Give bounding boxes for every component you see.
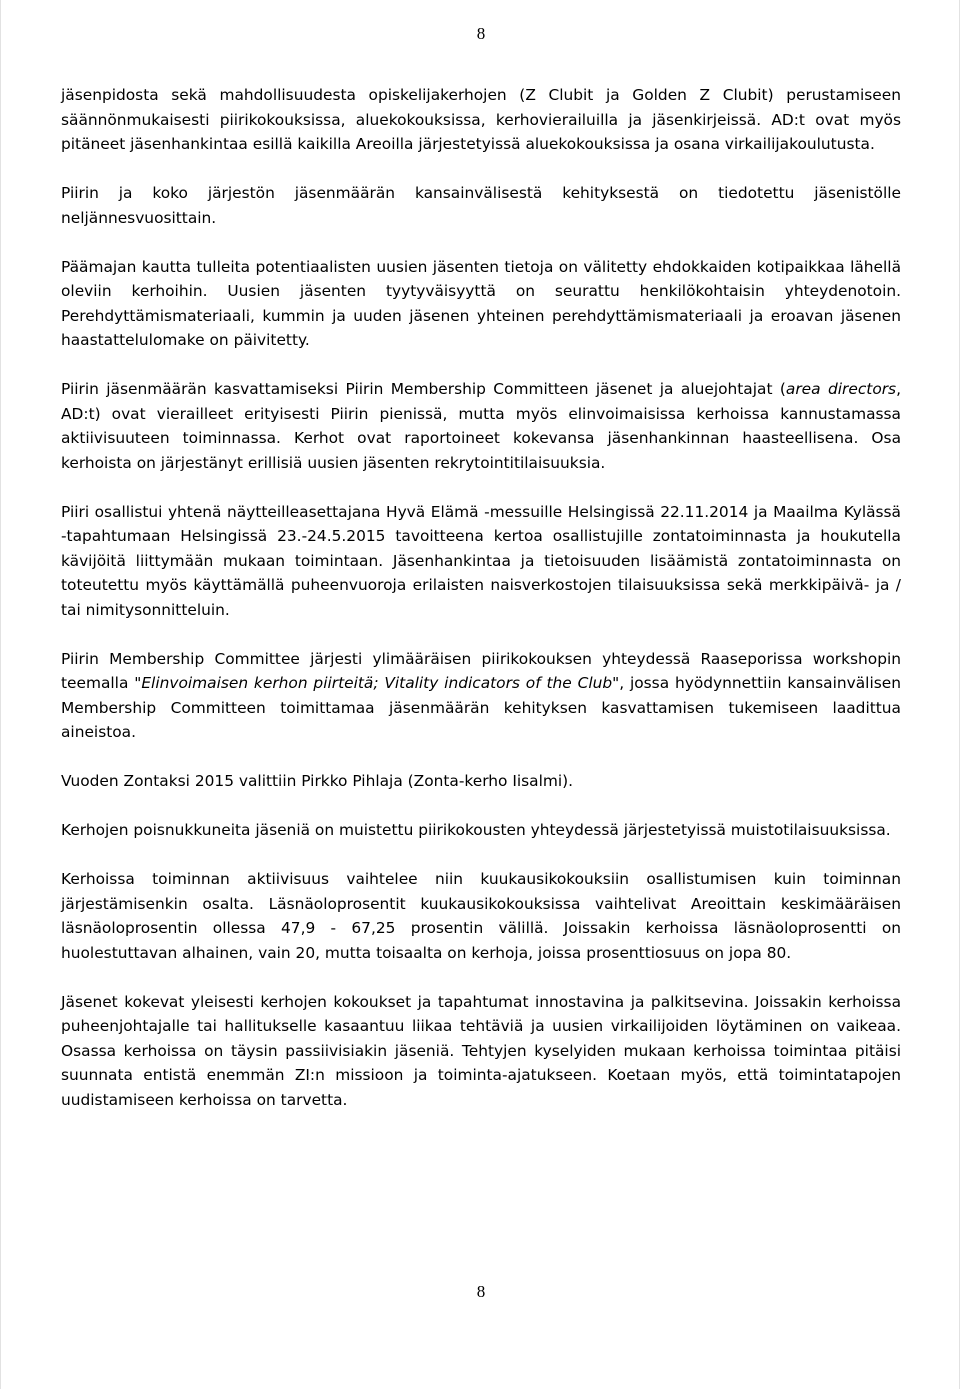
paragraph-deceased-members: Kerhojen poisnukkuneita jäseniä on muistettu piirikokousten yhteydessä järjestetyissä muistotilaisuuksissa. (61, 821, 891, 839)
italic-term: area directors (785, 380, 897, 398)
paragraph-text: ", jossa hyödynnettiin kansainvälisen Membership Committeen toimittamaa jäsenmäärän kehityksen kasvattamisen tukemiseen laadittua aineistoa. (61, 674, 901, 741)
paragraph-text: , AD:t) ovat vierailleet erityisesti Piirin pienissä, mutta myös elinvoimaisissa kerhoissa kannustamassa aktiivisuuteen toiminnassa. Kerhot ovat raportoineet kokevansa jäsenhankinnan haasteellisena. Osa kerhoista on järjestänyt erillisiä uusien jäsenten rekrytointitilaisuuksia. (61, 380, 901, 472)
paragraph-quarterly-reporting: Piirin ja koko järjestön jäsenmäärän kansainvälisestä kehityksestä on tiedotettu jäsenistölle neljännesvuosittain. (61, 184, 901, 227)
italic-workshop-theme: Elinvoimaisen kerhon piirteitä; Vitality indicators of the Club (141, 674, 613, 692)
paragraph-extraordinary-meeting (61, 647, 901, 745)
paragraph-member-experience: Jäsenet kokevat yleisesti kerhojen kokoukset ja tapahtumat innostavina ja palkitsevina. Joissakin kerhoissa puheenjohtajalle tai hallitukselle kasaantuu liikaa tehtäviä ja uusien virkailijoiden löytäminen on vaikeaa. Osassa kerhoissa on täysin passiivisiakin jäseniä. Tehtyjen kyselyiden mukaan kerhoissa toimintaa pitäisi suunnata entistä enemmän ZI:n missioon ja toiminta-ajatukseen. Koetaan myös, että toimintatapojen uudistamiseen kerhoissa on tarvetta. (61, 992, 901, 1109)
paragraph-text: Piirin Membership Committee järjesti ylimääräisen piirikokouksen yhteydessä Raaseporissa workshopin teemalla " (61, 649, 901, 692)
paragraph-text: Piirin jäsenmäärän kasvattamiseksi Piirin Membership Committeen jäsenet ja aluejohtajat ( (61, 380, 786, 398)
paragraph-fairs-and-events: Piiri osallistui yhtenä näytteilleasettajana Hyvä Elämä -messuille Helsingissä 22.11.2014 ja Maailma Kylässä -tapahtumaan Helsingissä 23.-24.5.2015 tavoitteena kertoa osallistujille zontatoiminnasta ja houkutella kävijöitä liittymään mukaan toimintaan. Jäsenhankintaa ja tietoisuuden lisäämistä zontatoiminnasta on toteutettu myös käyttämällä puheenvuoroja erilaisten naisverkostojen tilaisuuksissa sekä merkkipäivä- ja / tai nimitysonnitteluin. (61, 502, 901, 619)
paragraph-attendance: Kerhoissa toiminnan aktiivisuus vaihtelee niin kuukausikokouksiin osallistumisen kuin toiminnan järjestämisenkin osalta. Läsnäoloprosentit kuukausikokouksissa vaihtelivat Areoittain keskimääräisen läsnäoloprosentin ollessa 47,9 - 67,25 prosentin välillä. Joissakin kerhoissa läsnäoloprosentti on huolestuttavan alhainen, vain 20, mutta toisaalta on kerhoja, joissa prosenttiosuus on jopa 80. (61, 870, 901, 962)
paragraph-headquarters-prospects: Päämajan kautta tulleita potentiaalisten uusien jäsenten tietoja on välitetty ehdokkaiden kotipaikkaa lähellä oleviin kerhoihin. Uusien jäsenten tyytyväisyyttä on seurattu henkilökohtaisin yhteydenotoin. Perehdyttämismateriaali, kummin ja uuden jäsenen yhteinen perehdyttämismateriaali ja eroavan jäsenen haastattelulomake on päivitetty. (61, 257, 901, 349)
paragraph-zontian-of-year: Vuoden Zontaksi 2015 valittiin Pirkko Pihlaja (Zonta-kerho Iisalmi). (61, 772, 574, 790)
page-number-bottom: 8 (476, 1282, 486, 1301)
paragraph-membership-committee-visits (61, 377, 901, 475)
paragraph-membership-retention: jäsenpidosta sekä mahdollisuudesta opiskelijakerhojen (Z Clubit ja Golden Z Clubit) perustamiseen säännönmukaisesti piirikokouksissa, aluekokouksissa, kerhovierailuilla ja jäsenkirjeissä. AD:t ovat myös pitäneet jäsenhankintaa esillä kaikilla Areoilla järjestetyissä aluekokouksissa ja osana virkailijakoulutusta. (61, 86, 901, 153)
body-text (61, 83, 901, 1137)
page-number-top: 8 (476, 24, 486, 43)
